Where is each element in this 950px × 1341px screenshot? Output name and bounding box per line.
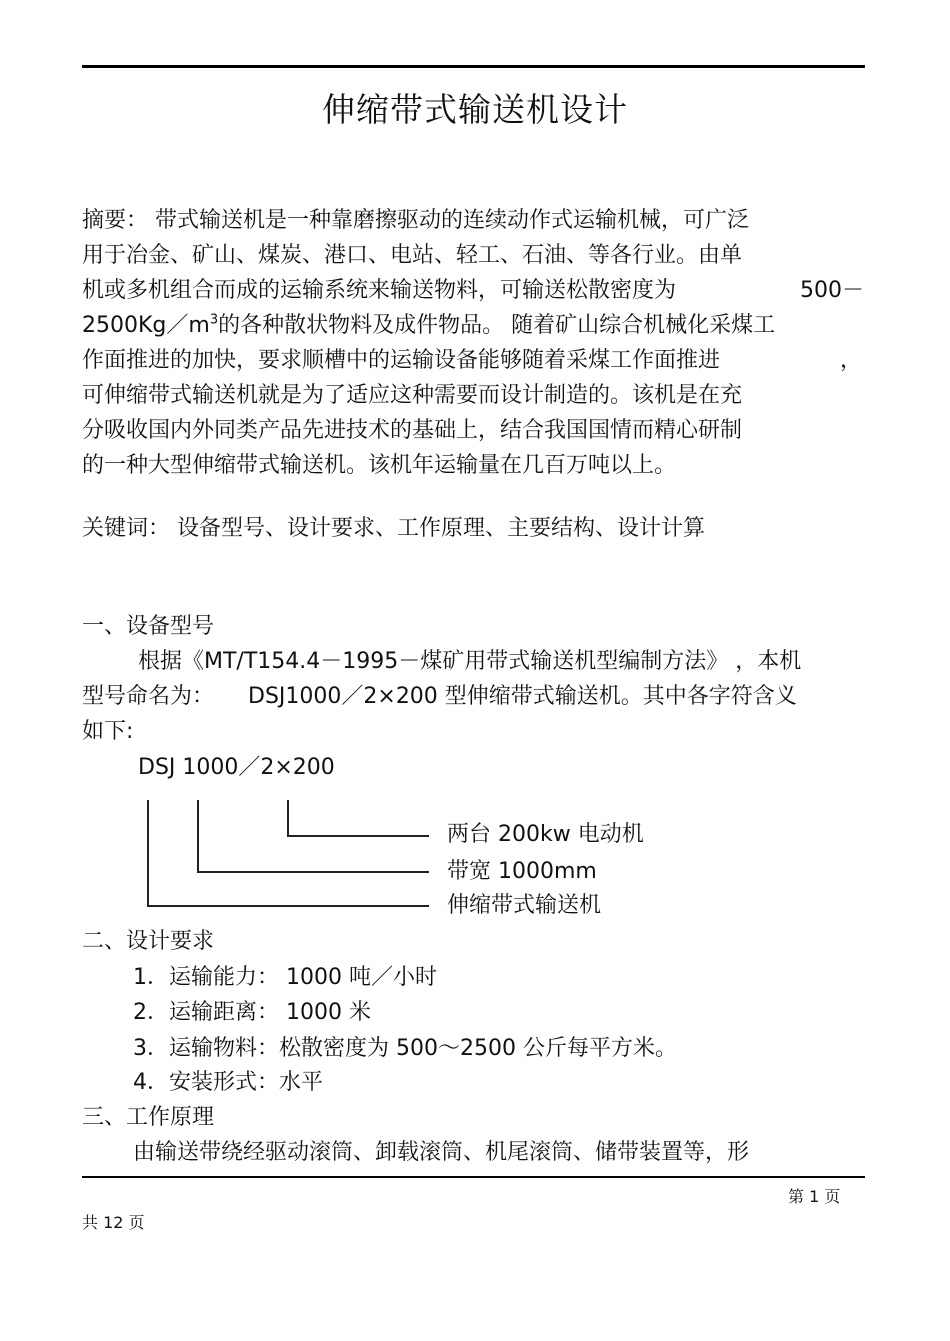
section-3-para-1: 由输送带绕经驱动滚筒、卸载滚筒、机尾滚筒、储带装置等，形 <box>133 1140 750 1165</box>
diagram-line-dsj <box>147 905 429 907</box>
density-range-tail: 500－ <box>800 278 864 303</box>
diagram-line-width <box>197 871 429 873</box>
section-1-heading: 一、设备型号 <box>82 614 215 639</box>
section-2-heading: 二、设计要求 <box>82 929 215 954</box>
abstract-line-3: 机或多机组合而成的运输系统来输送物料，可输送松散密度为 <box>82 278 677 303</box>
top-rule <box>82 65 865 68</box>
unit-text: 2500Kg／m <box>82 313 210 338</box>
requirement-item-3: 3．运输物料：松散密度为 500～2500 公斤每平方米。 <box>133 1036 677 1061</box>
requirement-item-1: 1．运输能力： 1000 吨／小时 <box>133 965 437 990</box>
abstract-line-8: 的一种大型伸缩带式输送机。该机年运输量在几百万吨以上。 <box>82 453 677 478</box>
diagram-bar-motor <box>287 800 289 836</box>
section-1-para-2b: DSJ1000／2×200 型伸缩带式输送机。其中各字符含义 <box>248 684 797 709</box>
section-3-heading: 三、工作原理 <box>82 1105 215 1130</box>
legend-motor: 两台 200kw 电动机 <box>447 822 644 847</box>
diagram-bar-dsj <box>147 800 149 906</box>
abstract-line-2: 用于冶金、矿山、煤炭、港口、电站、轻工、石油、等各行业。由单 <box>82 243 743 268</box>
section-1-para-3: 如下: <box>82 719 134 744</box>
requirement-item-2: 2．运输距离： 1000 米 <box>133 1000 371 1025</box>
section-1-para-2a: 型号命名为： <box>82 684 215 709</box>
section-1-para-1: 根据《MT/T154.4－1995－煤矿用带式输送机型编制方法》 ，本机 <box>138 649 802 674</box>
requirement-item-4: 4．安装形式：水平 <box>133 1070 323 1095</box>
abstract-line-7: 分吸收国内外同类产品先进技术的基础上，结合我国国情而精心研制 <box>82 418 743 443</box>
diagram-bar-width <box>197 800 199 872</box>
legend-belt-width: 带宽 1000mm <box>447 859 597 884</box>
abstract-line-5: 作面推进的加快，要求顺槽中的运输设备能够随着采煤工作面推进 <box>82 348 721 373</box>
diagram-line-motor <box>287 835 429 837</box>
unit-line-end: 的各种散状物料及成件物品。 随着矿山综合机械化采煤工 <box>218 313 776 338</box>
document-title: 伸缩带式输送机设计 <box>322 90 628 129</box>
abstract-line-4 <box>82 311 775 341</box>
total-pages: 共 12 页 <box>82 1213 145 1232</box>
abstract-line-1: 摘要： 带式输送机是一种靠磨擦驱动的连续动作式运输机械，可广泛 <box>82 208 749 233</box>
legend-conveyor-type: 伸缩带式输送机 <box>447 893 602 918</box>
unit-superscript: 3 <box>209 312 219 328</box>
page-number: 第 1 页 <box>788 1187 841 1206</box>
abstract-line-6: 可伸缩带式输送机就是为了适应这种需要而设计制造的。该机是在充 <box>82 383 743 408</box>
model-code: DSJ 1000／2×200 <box>138 755 335 780</box>
keywords: 关键词： 设备型号、设计要求、工作原理、主要结构、设计计算 <box>82 516 705 541</box>
trailing-comma: ， <box>840 348 863 373</box>
bottom-rule <box>82 1176 865 1178</box>
